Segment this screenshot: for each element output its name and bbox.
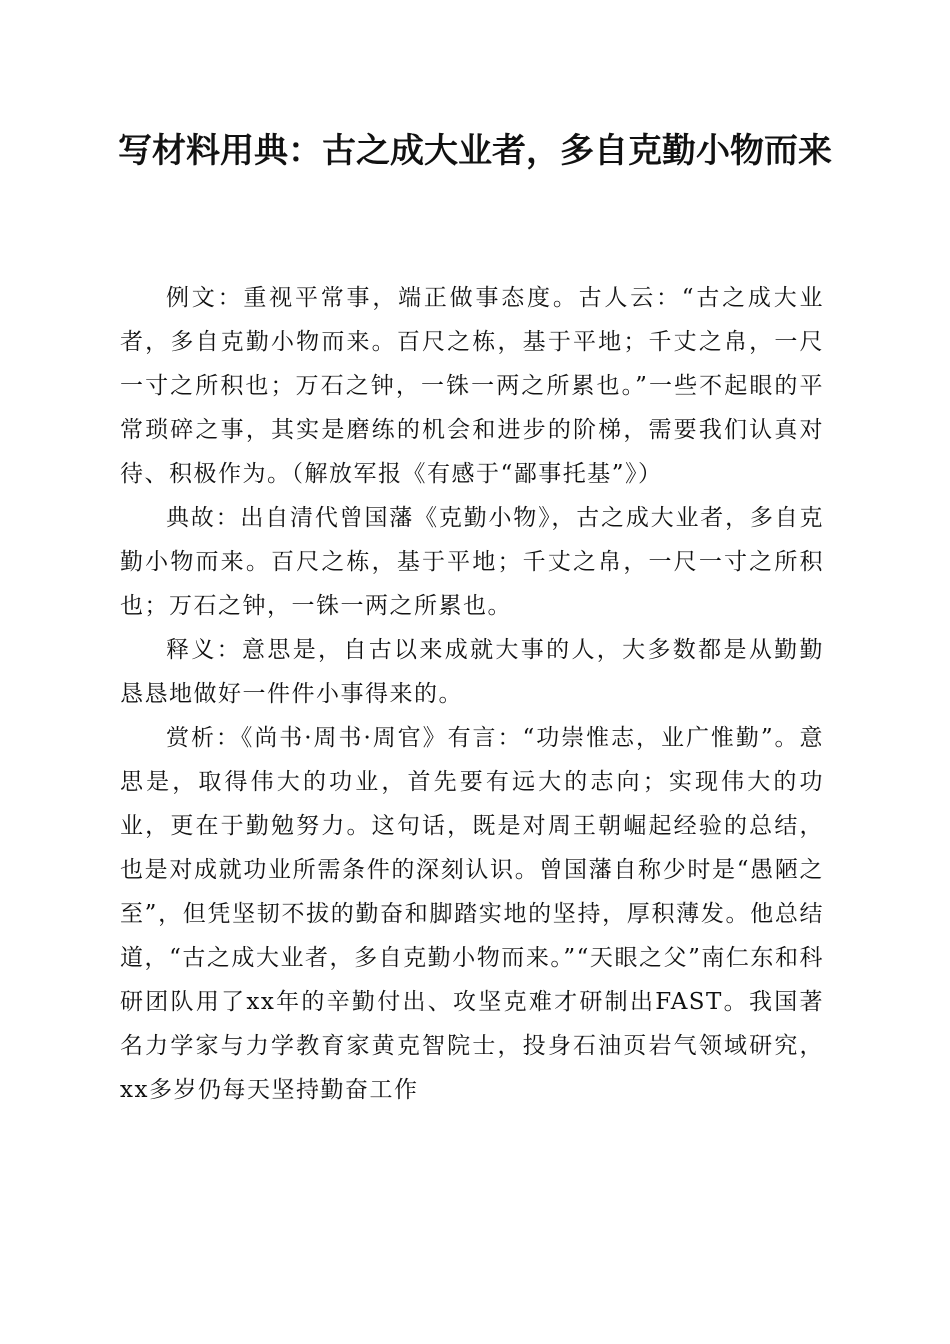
paragraph-appreciation: 赏析：《尚书·周书·周官》有言：“功崇惟志，业广惟勤”。意思是，取得伟大的功业，首先要有远大的志向；实现伟大的功业，更在于勤勉努力。这句话，既是对周王朝崛起经验的总结，也是对成就功业所需条件的深刻认识。曾国藩自称少时是“愚陋之至”，但凭坚韧不拔的勤奋和脚踏实地的坚持，厚积薄发。他总结道，“古之成大业者，多自克勤小物而来。”“天眼之父”南仁东和科研团队用了xx年的辛勤付出、攻坚克难才研制出FAST。我国著名力学家与力学教育家黄克智院士，投身石油页岩气领域研究，xx多岁仍每天坚持勤奋工作: [120, 725, 824, 1103]
paragraph-example: 例文：重视平常事，端正做事态度。古人云：“古之成大业者，多自克勤小物而来。百尺之栋，基于平地；千丈之帛，一尺一寸之所积也；万石之钟，一铢一两之所累也。”一些不起眼的平常琐碎之事，其实是磨练的机会和进步的阶梯，需要我们认真对待、积极作为。（解放军报《有感于“鄙事托基”》）: [120, 285, 824, 487]
paragraph-meaning: 释义：意思是，自古以来成就大事的人，大多数都是从勤勤恳恳地做好一件件小事得来的。: [120, 637, 824, 707]
document-title: 写材料用典：古之成大业者，多自克勤小物而来: [118, 131, 832, 171]
paragraph-allusion: 典故：出自清代曾国藩《克勤小物》，古之成大业者，多自克勤小物而来。百尺之栋，基于平地；千丈之帛，一尺一寸之所积也；万石之钟，一铢一两之所累也。: [120, 505, 824, 619]
document-body: [120, 276, 824, 1112]
